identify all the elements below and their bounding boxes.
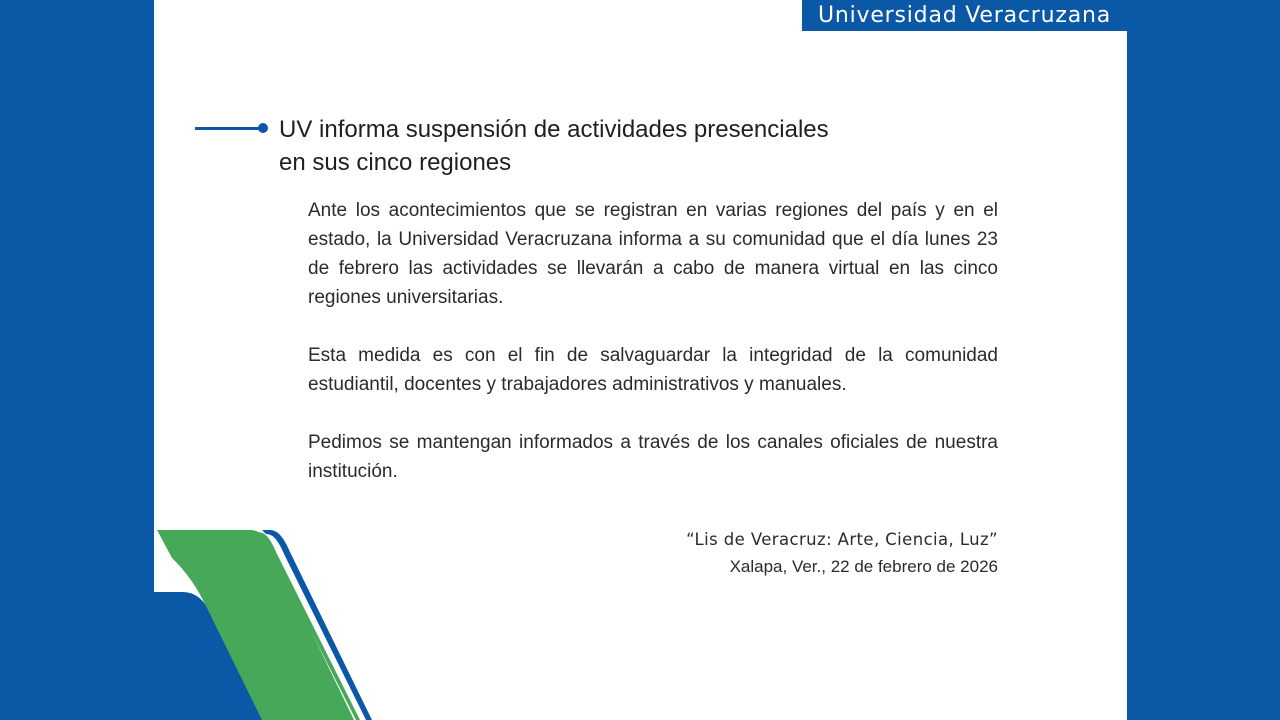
title-bullet-line <box>195 127 259 130</box>
title-line-2: en sus cinco regiones <box>279 149 512 176</box>
paragraph-3: Pedimos se mantengan informados a través de los canales oficiales de nuestra institución. <box>308 432 998 482</box>
institution-header <box>802 0 1127 31</box>
announcement-body <box>308 196 998 515</box>
place-and-date: Xalapa, Ver., 22 de febrero de 2026 <box>729 557 998 576</box>
closing-block <box>600 526 998 580</box>
institution-name: Universidad Veracruzana <box>817 3 1112 28</box>
paragraph-1: Ante los acontecimientos que se registran en varias regiones del país y en el estado, la Universidad Veracruzana informa a su comunidad que el día lunes 23 de febrero las actividades se llevarán a cabo de manera virtual en las cinco regiones universitarias. <box>308 200 998 308</box>
announcement-title <box>279 113 919 179</box>
university-motto: “Lis de Veracruz: Arte, Ciencia, Luz” <box>686 530 998 549</box>
title-line-1: UV informa suspensión de actividades presenciales <box>279 116 829 143</box>
paragraph-2: Esta medida es con el fin de salvaguardar la integridad de la comunidad estudiantil, docentes y trabajadores administrativos y manuales. <box>308 345 998 395</box>
title-bullet-dot <box>258 123 268 133</box>
